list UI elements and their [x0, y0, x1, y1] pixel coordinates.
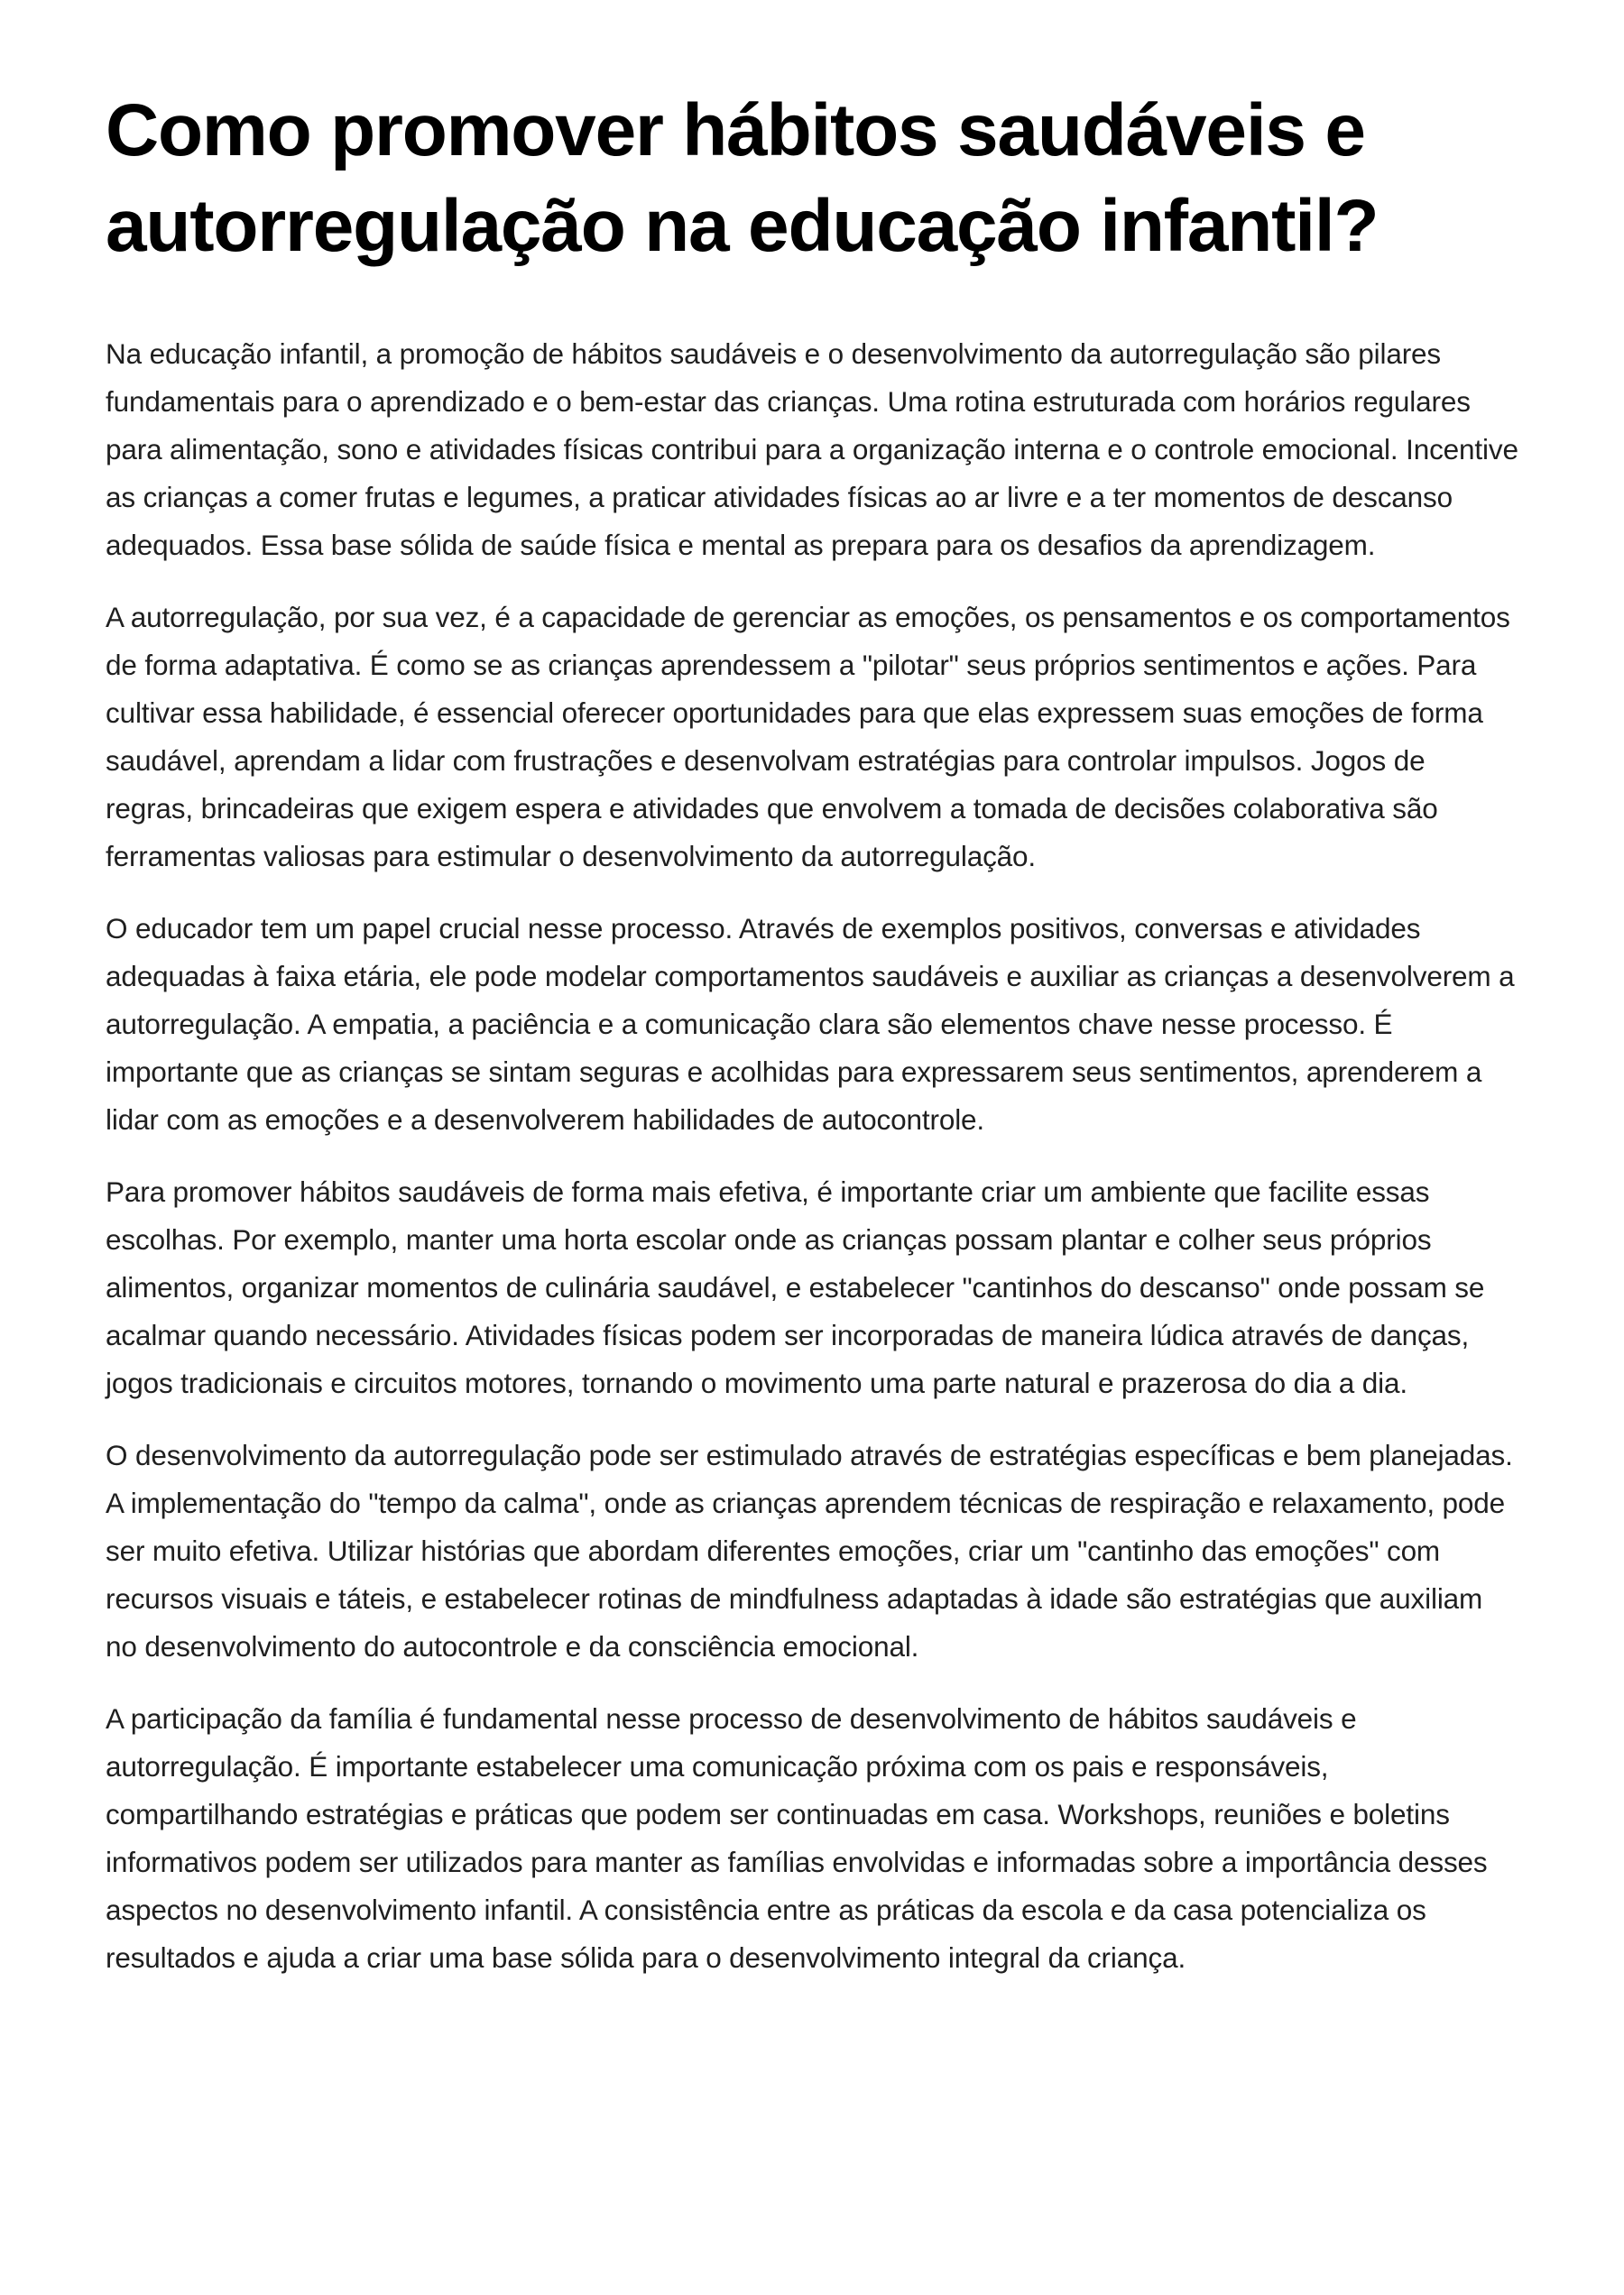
- article-body: [106, 330, 1518, 1982]
- document-page: [106, 83, 1518, 2006]
- paragraph-4: Para promover hábitos saudáveis de forma mais efetiva, é importante criar um ambiente que facilite essas escolhas. Por exemplo, manter uma horta escolar onde as crianças possam plantar e colher seus próprios alimentos, organizar momentos de culinária saudável, e estabelecer "cantinhos do descanso" onde possam se acalmar quando necessário. Atividades físicas podem ser incorporadas de maneira lúdica através de danças, jogos tradicionais e circuitos motores, tornando o movimento uma parte natural e prazerosa do dia a dia.: [106, 1175, 1485, 1399]
- page-title: Como promover hábitos saudáveis e autorregulação na educação infantil?: [106, 89, 1379, 267]
- paragraph-5: O desenvolvimento da autorregulação pode ser estimulado através de estratégias específicas e bem planejadas. A implementação do "tempo da calma", onde as crianças aprendem técnicas de respiração e relaxamento, pode ser muito efetiva. Utilizar histórias que abordam diferentes emoções, criar um "cantinho das emoções" com recursos visuais e táteis, e estabelecer rotinas de mindfulness adaptadas à idade são estratégias que auxiliam no desenvolvimento do autocontrole e da consciência emocional.: [106, 1439, 1513, 1663]
- paragraph-2: A autorregulação, por sua vez, é a capacidade de gerenciar as emoções, os pensamentos e os comportamentos de forma adaptativa. É como se as crianças aprendessem a "pilotar" seus próprios sentimentos e ações. Para cultivar essa habilidade, é essencial oferecer oportunidades para que elas expressem suas emoções de forma saudável, aprendam a lidar com frustrações e desenvolvam estratégias para controlar impulsos. Jogos de regras, brincadeiras que exigem espera e atividades que envolvem a tomada de decisões colaborativa são ferramentas valiosas para estimular o desenvolvimento da autorregulação.: [106, 601, 1510, 872]
- paragraph-3: O educador tem um papel crucial nesse processo. Através de exemplos positivos, conversas e atividades adequadas à faixa etária, ele pode modelar comportamentos saudáveis e auxiliar as crianças a desenvolverem a autorregulação. A empatia, a paciência e a comunicação clara são elementos chave nesse processo. É importante que as crianças se sintam seguras e acolhidas para expressarem seus sentimentos, aprenderem a lidar com as emoções e a desenvolverem habilidades de autocontrole.: [106, 912, 1515, 1136]
- paragraph-6: A participação da família é fundamental nesse processo de desenvolvimento de hábitos saudáveis e autorregulação. É importante estabelecer uma comunicação próxima com os pais e responsáveis, compartilhando estratégias e práticas que podem ser continuadas em casa. Workshops, reuniões e boletins informativos podem ser utilizados para manter as famílias envolvidas e informadas sobre a importância desses aspectos no desenvolvimento infantil. A consistência entre as práticas da escola e da casa potencializa os resultados e ajuda a criar uma base sólida para o desenvolvimento integral da criança.: [106, 1702, 1488, 1974]
- paragraph-1: Na educação infantil, a promoção de hábitos saudáveis e o desenvolvimento da autorregulação são pilares fundamentais para o aprendizado e o bem-estar das crianças. Uma rotina estruturada com horários regulares para alimentação, sono e atividades físicas contribui para a organização interna e o controle emocional. Incentive as crianças a comer frutas e legumes, a praticar atividades físicas ao ar livre e a ter momentos de descanso adequados. Essa base sólida de saúde física e mental as prepara para os desafios da aprendizagem.: [106, 337, 1518, 561]
